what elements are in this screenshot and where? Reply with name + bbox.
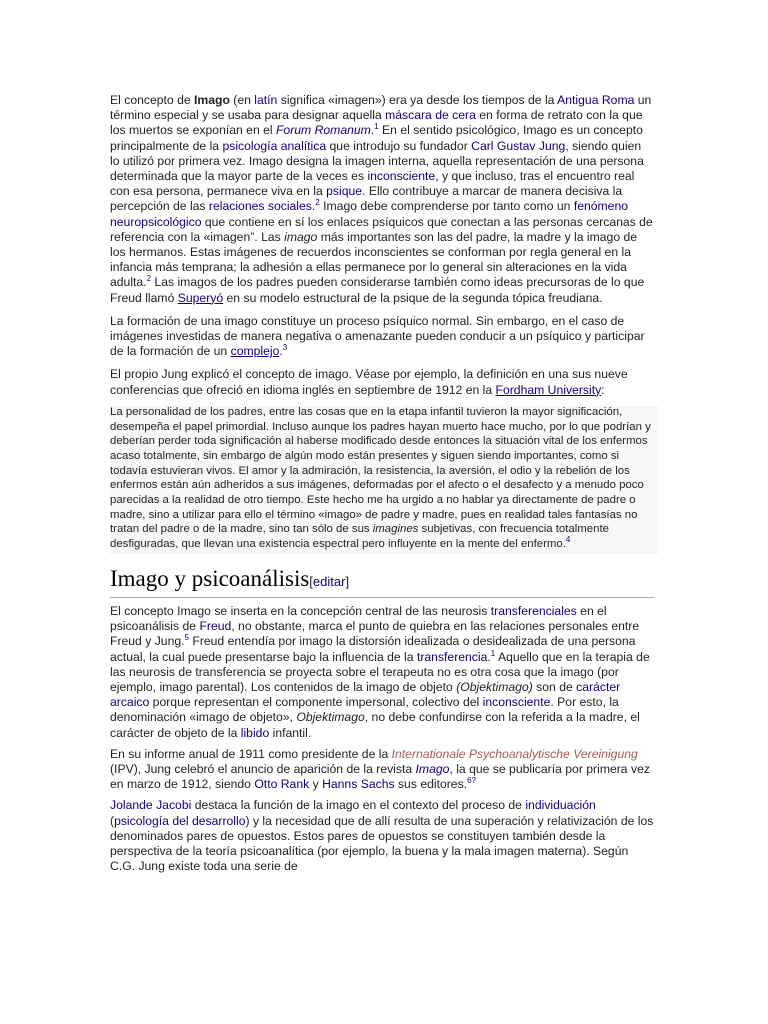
text-run: Freud entendía por imago la distorsión idealizada o desidealizada de una persona actual, la cual puede presentarse bajo la influencia de la (110, 634, 636, 664)
paragraph-formation (110, 314, 654, 360)
wiki-link[interactable]: latín (254, 93, 278, 107)
wiki-link[interactable]: Forum Romanum (275, 123, 371, 138)
text-run: El concepto de (110, 93, 195, 107)
wiki-link[interactable]: fenómeno neuropsicológico (110, 199, 629, 229)
text-run: sus editores. (394, 777, 468, 792)
text-run: El propio Jung explicó el concepto de imago. Véase por ejemplo, la definición en una sus nueve conferencias que ofreció en idioma inglés en septiembre de 1912 en la (110, 367, 628, 397)
text-run: que introdujo su fundador (326, 138, 472, 153)
italic-text: Objektimago (296, 710, 365, 725)
text-run: , la que se publicaría por primera vez en marzo de 1912, siendo (110, 761, 650, 792)
text-run: . (311, 199, 316, 214)
footnote-ref[interactable]: 4 (565, 535, 571, 545)
wiki-link[interactable]: carácter arcaico (110, 679, 621, 710)
footnote-ref[interactable]: 5 (184, 633, 189, 643)
text-run: Aquello que en la terapia de las neurosis de transferencia se proyecta sobre el terapeuta no es otra cosa que la imago (por ejemplo, imago parental). Los contenidos de la imago de objeto (110, 649, 650, 694)
text-run: infantil. (269, 725, 312, 740)
paragraph-psychoanalysis (110, 604, 654, 741)
paragraph-ipv-report (110, 747, 654, 793)
footnote-ref[interactable]: 6? (467, 776, 476, 786)
paragraph-intro (110, 93, 654, 306)
wiki-link[interactable]: complejo (230, 344, 280, 359)
wiki-link[interactable]: inconsciente (482, 695, 551, 710)
wiki-link[interactable]: Imago (415, 761, 450, 776)
italic-text: (Objektimago) (456, 679, 533, 694)
text-run: Imago debe comprenderse por tanto como un (319, 199, 574, 214)
wiki-link[interactable]: transferenciales (490, 603, 577, 618)
text-run: y (309, 777, 323, 792)
wiki-link[interactable]: Fordham University (495, 382, 602, 397)
wiki-link[interactable]: individuación (525, 798, 596, 813)
text-run: (en (229, 93, 255, 107)
wiki-link[interactable]: transferencia (416, 649, 488, 664)
wiki-link[interactable]: psicología del desarrollo (114, 813, 246, 828)
edit-bracket-close: ] (345, 573, 350, 589)
text-run: En su informe anual de 1911 como presidente de la (110, 746, 392, 761)
blockquote-jung (110, 405, 658, 555)
text-run: (IPV), Jung celebró el anuncio de aparición de la revista (110, 761, 416, 776)
wiki-link[interactable]: psique (326, 184, 363, 199)
text-run: ( (110, 813, 115, 828)
wiki-link[interactable]: psicología analítica (222, 138, 327, 153)
wiki-link[interactable]: Internationale Psychoanalytische Vereinigung (391, 746, 638, 761)
text-run: , no debe confundirse con la referida a la madre, el carácter de objeto de la (110, 710, 640, 740)
wiki-link[interactable]: Freud (199, 619, 232, 634)
italic-text: imagines (372, 523, 419, 536)
text-run: que contiene en sí los enlaces psíquicos que conectan a las personas cercanas de referencia con la «imagen”. Las (110, 214, 653, 244)
wiki-link[interactable]: relaciones sociales (208, 199, 312, 214)
text-run: subjetivas, con frecuencia totalmente desfiguradas, que llevan una existencia espectral pero influyente en la mente del enfermo. (110, 523, 609, 551)
wiki-link[interactable]: Otto Rank (254, 777, 310, 792)
text-run: . (279, 344, 283, 359)
text-run: más importantes son las del padre, la madre y la imago de los hermanos. Estas imágenes de recuerdos inconscientes se conforman por regla general en la infancia más temprana; la adhesión a ellas permanece por lo general sin alteraciones en la vida adulta. (110, 229, 638, 290)
footnote-ref[interactable]: 1 (374, 122, 379, 132)
text-run: . (487, 649, 491, 664)
wiki-link[interactable]: máscara de cera (385, 108, 476, 123)
text-run: porque representan el componente impersonal, colectivo del (149, 695, 483, 710)
text-run: en el psicoanálisis de (110, 603, 607, 634)
text-run: son de (532, 679, 577, 694)
text-run: : (601, 382, 605, 397)
wiki-link[interactable]: Hanns Sachs (322, 777, 395, 792)
wiki-link[interactable]: libido (240, 725, 270, 740)
footnote-ref[interactable]: 2 (315, 198, 320, 208)
text-run: un término especial y se usaba para designar aquella (110, 93, 652, 123)
wiki-link[interactable]: Jolande Jacobi (110, 798, 192, 813)
text-run: Las imagos de los padres pueden considerarse también como ideas precursoras de lo que Freud llamó (110, 275, 645, 305)
edit-section-link[interactable]: editar (312, 573, 346, 589)
italic-text: imago (284, 229, 318, 244)
text-run: . Ello contribuye a marcar de manera decisiva la percepción de las (110, 184, 623, 214)
text-run: La formación de una imago constituye un proceso psíquico normal. Sin embargo, en el caso de imágenes investidas de manera negativa o amenazante pueden conducir a un psíquico y participar de la formación de un (110, 313, 645, 359)
wiki-link[interactable]: Antigua Roma (557, 93, 635, 107)
text-run: . Por esto, la denominación «imago de objeto», (110, 695, 619, 725)
bold-text: Imago (194, 93, 230, 107)
text-run: En el sentido psicológico, Imago es un concepto principalmente de la (110, 123, 643, 153)
text-run: en forma de retrato con la que los muertos se exponían en el (110, 108, 643, 138)
article-body (110, 93, 654, 880)
section-title: Imago y psicoanálisis (110, 565, 310, 591)
footnote-ref[interactable]: 3 (282, 343, 288, 353)
wiki-link[interactable]: Carl Gustav Jung (471, 138, 566, 153)
text-run: en su modelo estructural de la psique de la segunda tópica freudiana. (223, 290, 603, 305)
footnote-ref[interactable]: 2 (146, 274, 152, 284)
edit-bracket-open: [ (309, 573, 313, 589)
wiki-link[interactable]: inconsciente (367, 169, 436, 184)
text-run: El concepto Imago se inserta en la concepción central de las neurosis (110, 603, 491, 618)
text-run: ) y la necesidad que de allí resulta de una superación y relativización de los denominados pares de opuestos. Estos pares de opuestos se constituyen también desde la perspectiva de la teoría psicoanalítica (por ejemplo, la buena y la mala imagen materna). Según C.G. Jung existe toda una serie de (110, 813, 654, 874)
wiki-link[interactable]: Superyó (177, 290, 224, 305)
footnote-ref[interactable]: 1 (490, 648, 496, 658)
paragraph-jung-fordham (110, 367, 654, 397)
text-run: La personalidad de los padres, entre las cosas que en la etapa infantil tuvieron la mayor significación, desempeña el papel primordial. Incluso aunque los padres hayan muerto hace mucho, por lo que podrían y deberían perder toda significación al haberse modificado desde entonces la situación vital de los enfermos acaso totalmente, sin embargo de algún modo están presentes y siguen siendo importantes, como si todavía estuvieran vivos. El amor y la admiración, la resistencia, la aversión, el odio y la rebelión de los enfermos están aún adheridos a sus imágenes, deformadas por el afecto o el desafecto y a menudo poco parecidas a la realidad de otro tiempo. Este hecho me ha urgido a no hablar ya directamente de padre o madre, sino a utilizar para ello el término «imago» de padre y madre, pues en realidad tales fantasías no tratan del padre o de la madre, sino tan sólo de sus (110, 405, 651, 536)
text-run: . (370, 123, 375, 138)
text-run: destaca la función de la imago en el contexto del proceso de (191, 798, 526, 813)
text-run: , siendo quien lo utilizó por primera vez. Imago designa la imagen interna, aquella representación de una persona determinada que la mayor parte de la veces es (110, 138, 644, 184)
text-run: , y que incluso, tras el encuentro real con esa persona, permanece viva en la (110, 169, 635, 199)
section-heading (110, 565, 654, 598)
text-run: , no obstante, marca el punto de quiebra en las relaciones personales entre Freud y Jung. (110, 619, 640, 649)
paragraph-jacobi (110, 798, 654, 874)
text-run: significa «imagen») era ya desde los tiempos de la (277, 93, 558, 107)
